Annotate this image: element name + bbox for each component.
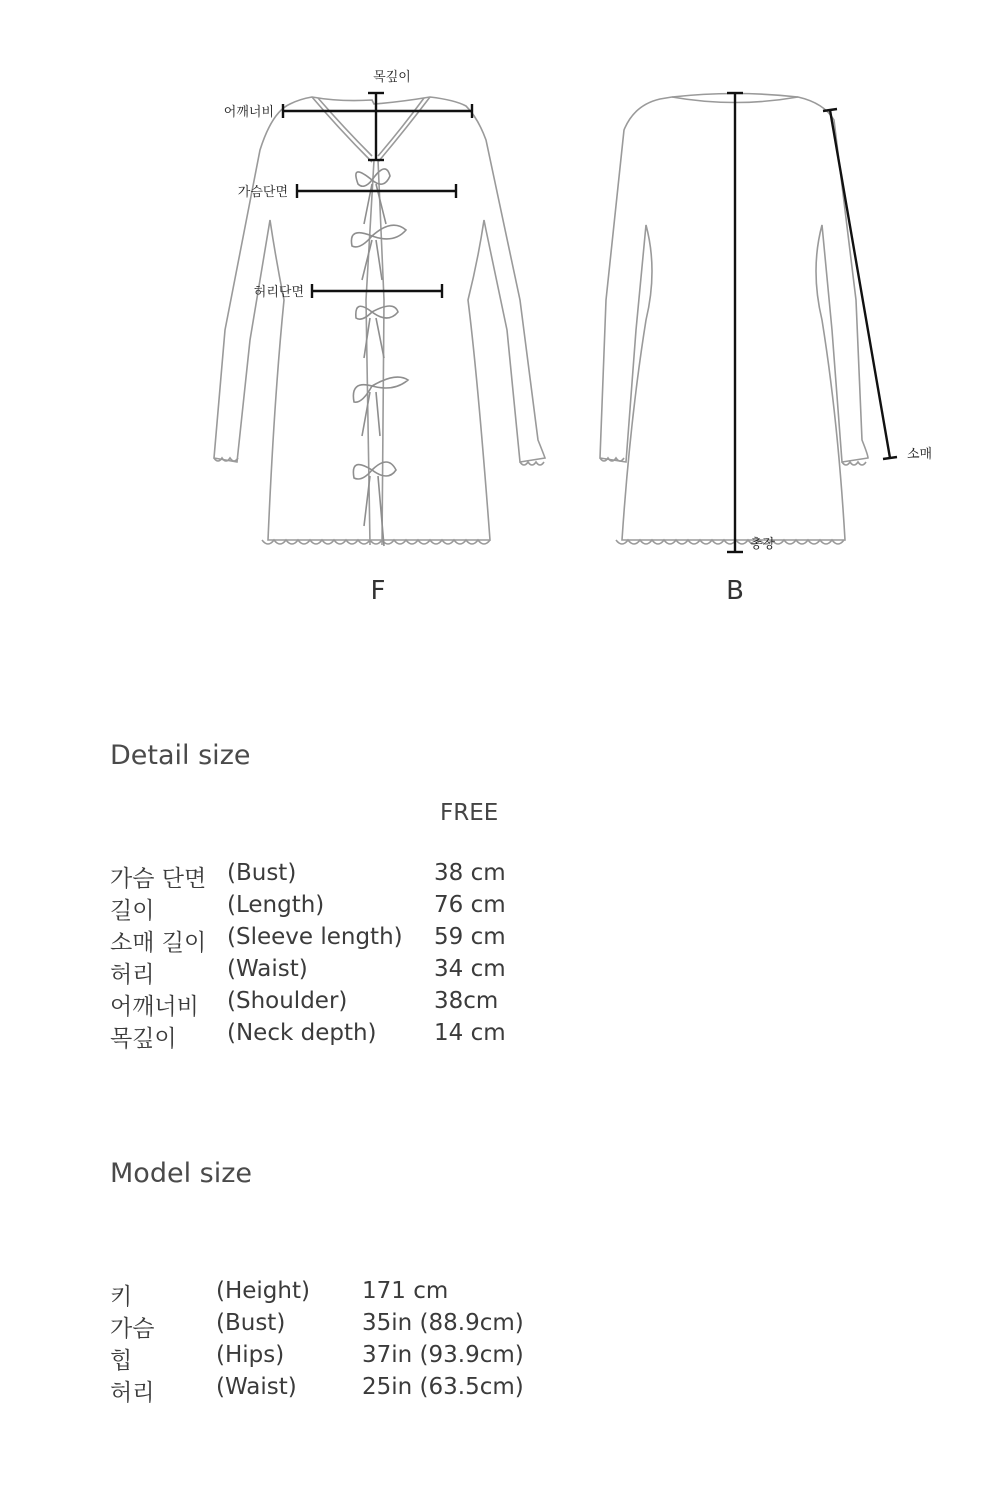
- row-value: 35in (88.9cm): [362, 1310, 524, 1336]
- row-label-ko: 힙: [110, 1348, 133, 1374]
- bust-label: 가슴단면: [237, 185, 288, 200]
- row-label-ko: 허리: [110, 1380, 155, 1406]
- row-label-ko: 소매 길이: [110, 930, 207, 956]
- neck-depth-label: 목깊이: [373, 70, 411, 85]
- row-label-en: (Bust): [216, 1310, 286, 1336]
- row-label-en: (Length): [227, 892, 325, 918]
- row-value: 59 cm: [434, 924, 506, 950]
- row-label-en: (Neck depth): [227, 1020, 377, 1046]
- front-view-label: F: [370, 576, 386, 606]
- detail-size-column-header: FREE: [440, 800, 499, 826]
- row-label-ko: 허리: [110, 962, 155, 988]
- sleeve-label: 소매: [907, 447, 933, 462]
- row-value: 25in (63.5cm): [362, 1374, 524, 1400]
- row-label-ko: 길이: [110, 898, 155, 924]
- row-label-en: (Shoulder): [227, 988, 348, 1014]
- front-view-drawing: [214, 93, 545, 546]
- row-label-ko: 가슴 단면: [110, 866, 207, 892]
- waist-label: 허리단면: [253, 285, 304, 300]
- row-label-ko: 키: [110, 1284, 133, 1310]
- model-size-title: Model size: [110, 1158, 253, 1189]
- row-label-en: (Sleeve length): [227, 924, 403, 950]
- garment-measurement-diagram: [0, 0, 991, 620]
- row-value: 37in (93.9cm): [362, 1342, 524, 1368]
- row-value: 38cm: [434, 988, 499, 1014]
- row-value: 38 cm: [434, 860, 506, 886]
- row-value: 76 cm: [434, 892, 506, 918]
- detail-size-title: Detail size: [110, 740, 251, 771]
- row-value: 14 cm: [434, 1020, 506, 1046]
- row-label-en: (Hips): [216, 1342, 285, 1368]
- row-label-en: (Height): [216, 1278, 310, 1304]
- length-label: 총장: [750, 537, 776, 552]
- back-view-drawing: [600, 93, 897, 552]
- shoulder-label: 어깨너비: [223, 105, 274, 120]
- row-value: 171 cm: [362, 1278, 449, 1304]
- row-label-ko: 목깊이: [110, 1026, 177, 1052]
- row-label-en: (Waist): [216, 1374, 297, 1400]
- row-label-ko: 가슴: [110, 1316, 155, 1342]
- back-view-label: B: [726, 576, 744, 606]
- row-value: 34 cm: [434, 956, 506, 982]
- row-label-en: (Waist): [227, 956, 308, 982]
- row-label-en: (Bust): [227, 860, 297, 886]
- row-label-ko: 어깨너비: [110, 994, 199, 1020]
